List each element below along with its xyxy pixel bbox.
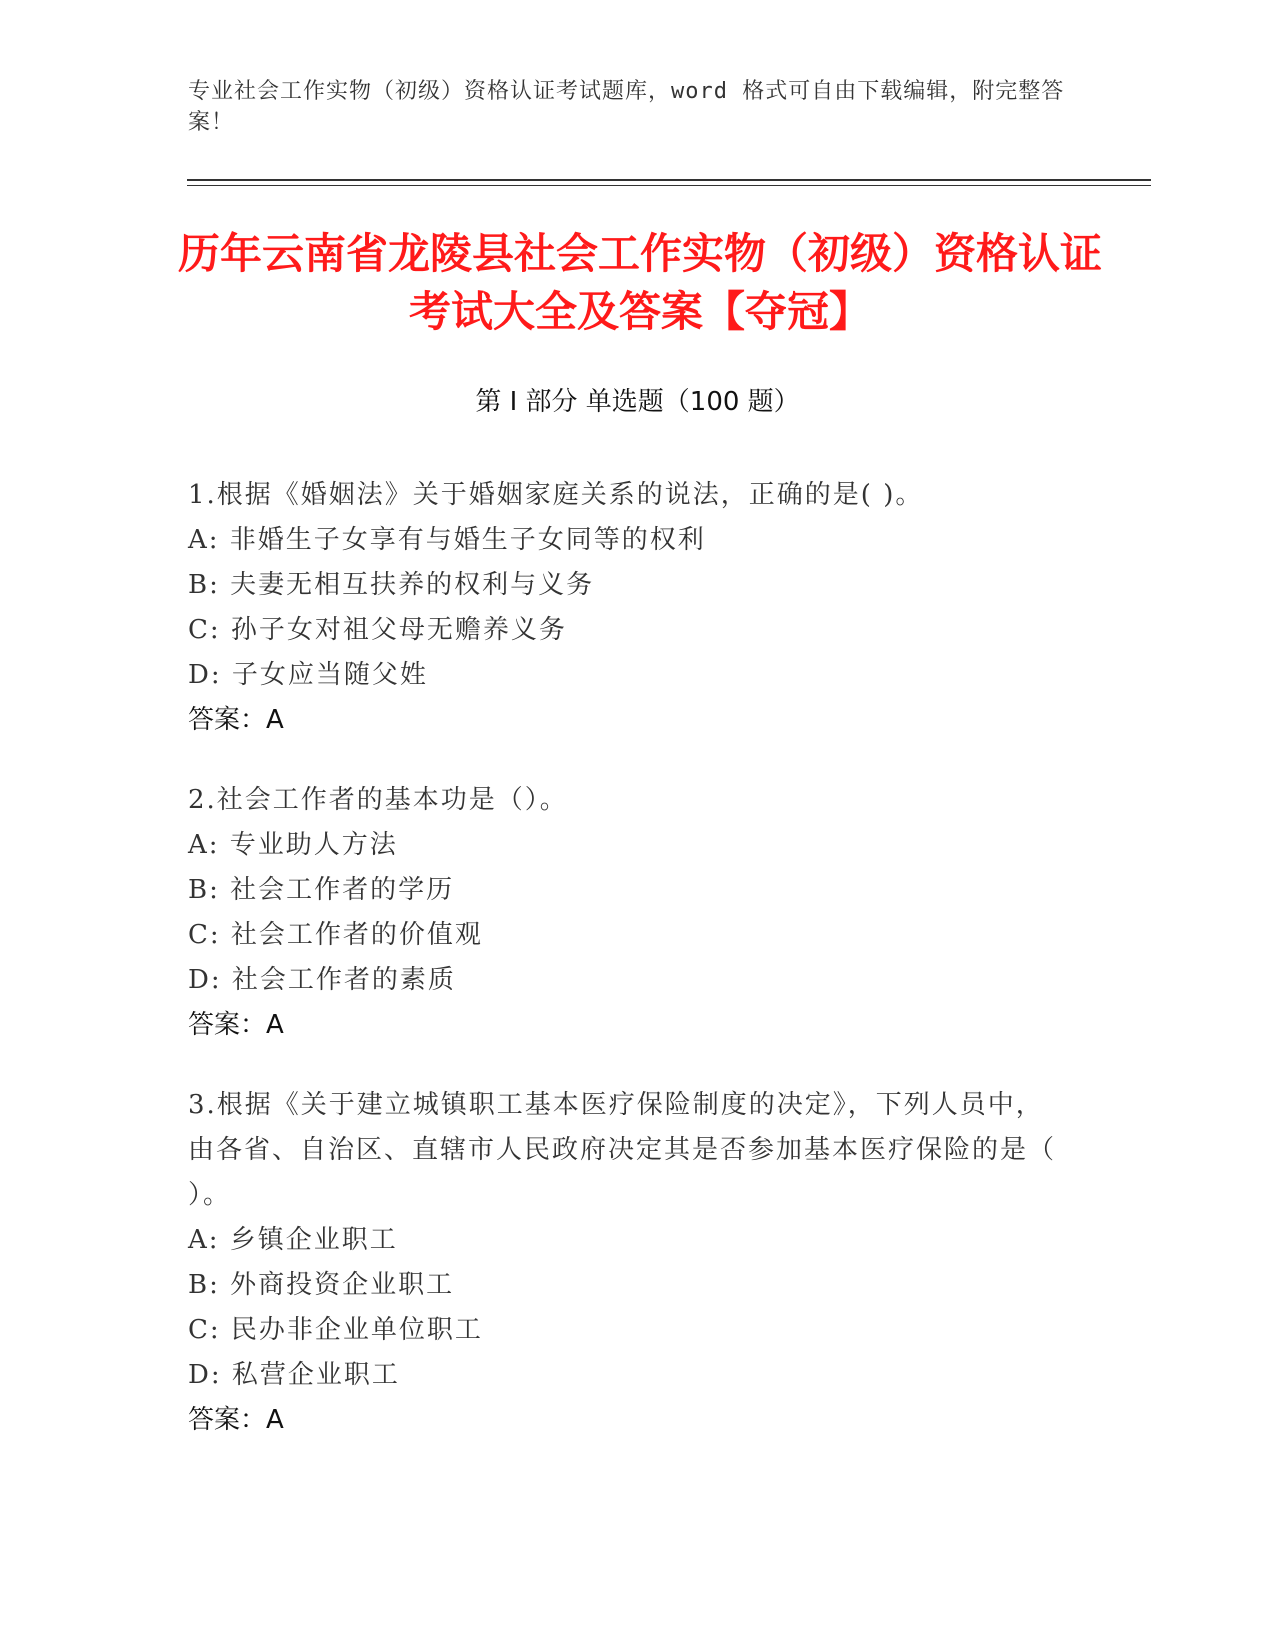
option-a: A: 乡镇企业职工 [188,1225,398,1255]
answer: 答案：A [188,1405,284,1435]
question-2 [188,778,1068,1048]
option-a: A: 专业助人方法 [188,830,398,860]
document-title: 历年云南省龙陵县社会工作实物（初级）资格认证考试大全及答案【夺冠】 [177,229,1102,336]
option-b: B: 外商投资企业职工 [188,1270,455,1300]
option-c: C: 孙子女对祖父母无赡养义务 [188,615,567,645]
header-divider-thin [187,185,1151,186]
option-d: D: 私营企业职工 [188,1360,400,1390]
question-text: 1.根据《婚姻法》关于婚姻家庭关系的说法，正确的是( )。 [188,480,924,510]
option-d: D: 社会工作者的素质 [188,965,456,995]
question-3 [188,1083,1068,1443]
question-text: 3.根据《关于建立城镇职工基本医疗保险制度的决定》，下列人员中，由各省、自治区、直辖市人民政府决定其是否参加基本医疗保险的是（ ）。 [188,1090,1057,1210]
option-d: D: 子女应当随父姓 [188,660,428,690]
option-a: A: 非婚生子女享有与婚生子女同等的权利 [188,525,706,555]
question-1 [188,473,1068,743]
answer: 答案：A [188,705,284,735]
question-text: 2.社会工作者的基本功是（）。 [188,785,568,815]
option-c: C: 社会工作者的价值观 [188,920,483,950]
header-note: 专业社会工作实物（初级）资格认证考试题库，word 格式可自由下载编辑，附完整答案！ [188,79,1065,135]
header-divider-thick [187,179,1151,181]
answer: 答案：A [188,1010,284,1040]
option-b: B: 社会工作者的学历 [188,875,455,905]
section-heading: 第 I 部分 单选题（100 题） [475,387,800,417]
question-list [188,473,1068,1478]
option-b: B: 夫妻无相互扶养的权利与义务 [188,570,595,600]
option-c: C: 民办非企业单位职工 [188,1315,483,1345]
